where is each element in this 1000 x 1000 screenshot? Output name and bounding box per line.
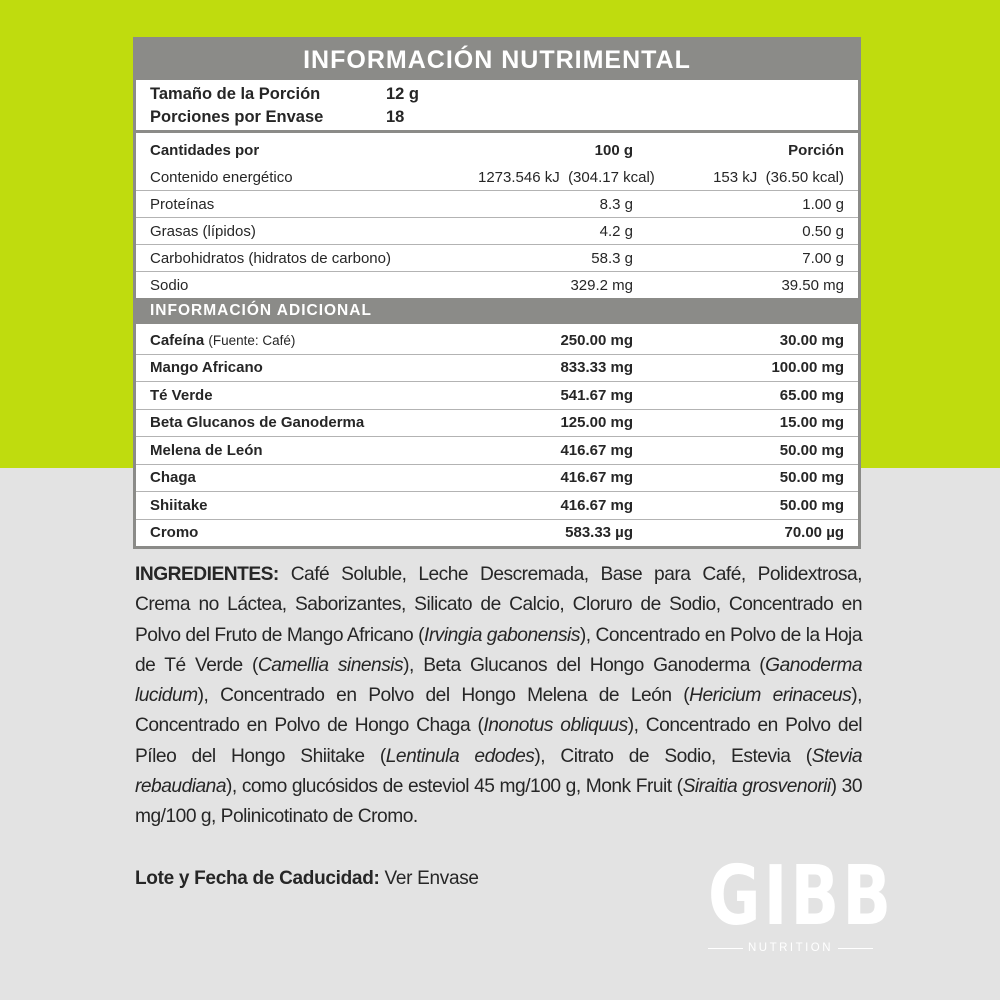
additional-per100: 541.67 mg bbox=[464, 382, 647, 410]
scientific-name: Inonotus obliquus bbox=[483, 715, 628, 737]
nutrient-per100: 1273.546 kJ (304.17 kcal) bbox=[478, 168, 655, 186]
ingredient-run: ), Citrato de Sodio, Estevia ( bbox=[534, 745, 812, 767]
additional-per100: 583.33 µg bbox=[464, 519, 647, 546]
lot-expiry-line bbox=[135, 868, 479, 890]
caffeine-source-note: (Fuente: Café) bbox=[208, 332, 296, 348]
header-name: Cantidades por bbox=[150, 141, 260, 159]
scientific-name: Stevia rebaudiana bbox=[135, 745, 862, 798]
logo-word: GIBB bbox=[708, 849, 895, 944]
servings-value: 18 bbox=[386, 108, 405, 126]
ingredients-text bbox=[135, 564, 862, 827]
additional-name: Té Verde bbox=[136, 382, 464, 410]
table-row bbox=[136, 245, 858, 272]
additional-per100: 416.67 mg bbox=[464, 464, 647, 492]
label-title: INFORMACIÓN NUTRIMENTAL bbox=[136, 40, 858, 80]
nutrient-portion: 39.50 mg bbox=[647, 272, 858, 299]
additional-name: Cromo bbox=[136, 519, 464, 546]
nutrient-per100: 4.2 g bbox=[464, 218, 647, 245]
ingredient-run: ), Concentrado en Polvo de la Hoja de Té Verde ( bbox=[135, 624, 862, 676]
nutrient-portion: 0.50 g bbox=[647, 218, 858, 245]
scientific-name: Hericium erinaceus bbox=[689, 685, 852, 707]
ingredient-run: ), Beta Glucanos del Hongo Ganoderma ( bbox=[403, 654, 766, 676]
serving-info bbox=[136, 80, 858, 133]
table-row bbox=[136, 464, 858, 492]
serving-size-value: 12 g bbox=[386, 85, 420, 103]
table-header bbox=[136, 133, 858, 164]
additional-name: Beta Glucanos de Ganoderma bbox=[136, 409, 464, 437]
additional-portion: 100.00 mg bbox=[647, 354, 858, 382]
scientific-name: Ganoderma lucidum bbox=[135, 654, 862, 707]
serving-size-label: Tamaño de la Porción bbox=[150, 85, 321, 103]
table-row bbox=[136, 437, 858, 465]
nutrient-name: Sodio bbox=[136, 272, 464, 299]
scientific-name: Irvingia gabonensis bbox=[424, 624, 580, 646]
serving-size-row bbox=[150, 83, 844, 106]
additional-portion: 70.00 µg bbox=[647, 519, 858, 546]
logo-rule-right bbox=[838, 948, 873, 949]
nutrient-portion: 1.00 g bbox=[647, 191, 858, 218]
additional-name: Chaga bbox=[136, 464, 464, 492]
table-row bbox=[136, 519, 858, 546]
additional-name: Shiitake bbox=[136, 492, 464, 520]
table-row bbox=[136, 324, 858, 354]
ingredient-run: ) 30 mg/100 g, Polinicotinato de Cromo. bbox=[135, 776, 862, 828]
table-row bbox=[136, 164, 858, 191]
additional-portion: 50.00 mg bbox=[647, 437, 858, 465]
table-row bbox=[136, 218, 858, 245]
additional-per100: 833.33 mg bbox=[464, 354, 647, 382]
nutrient-name: Carbohidratos (hidratos de carbono) bbox=[136, 245, 464, 272]
ingredient-run: ), Concentrado en Polvo del Hongo Melena de León ( bbox=[197, 685, 690, 707]
lot-label: Lote y Fecha de Caducidad: bbox=[135, 868, 380, 889]
additional-per100: 416.67 mg bbox=[464, 492, 647, 520]
additional-portion: 65.00 mg bbox=[647, 382, 858, 410]
header-portion: Porción bbox=[788, 141, 844, 159]
nutrient-table bbox=[136, 133, 858, 298]
servings-row bbox=[150, 106, 844, 129]
table-row bbox=[136, 354, 858, 382]
ingredient-run: ), Concentrado en Polvo de Hongo Chaga ( bbox=[135, 685, 862, 737]
table-row bbox=[136, 191, 858, 218]
logo-sub-text: NUTRITION bbox=[747, 942, 834, 954]
header-per100: 100 g bbox=[594, 141, 633, 159]
additional-per100: 125.00 mg bbox=[464, 409, 647, 437]
servings-label: Porciones por Envase bbox=[150, 108, 324, 126]
nutrient-name: Proteínas bbox=[136, 191, 464, 218]
brand-logo bbox=[708, 849, 895, 966]
logo-rule-left bbox=[708, 948, 743, 949]
nutrient-name: Contenido energético bbox=[150, 168, 293, 186]
scientific-name: Camellia sinensis bbox=[257, 654, 404, 676]
nutrient-name: Grasas (lípidos) bbox=[136, 218, 464, 245]
additional-portion: 50.00 mg bbox=[647, 464, 858, 492]
additional-table bbox=[136, 324, 858, 546]
additional-per100: 250.00 mg bbox=[560, 331, 633, 349]
logo-subtitle bbox=[708, 942, 873, 954]
nutrient-portion: 153 kJ (36.50 kcal) bbox=[713, 168, 844, 186]
table-row bbox=[136, 492, 858, 520]
additional-portion: 15.00 mg bbox=[647, 409, 858, 437]
nutrient-per100: 8.3 g bbox=[464, 191, 647, 218]
ingredients-heading: INGREDIENTES: bbox=[135, 564, 279, 585]
additional-name bbox=[136, 324, 464, 354]
table-row bbox=[136, 382, 858, 410]
nutrition-label bbox=[133, 37, 861, 549]
table-row bbox=[136, 409, 858, 437]
additional-per100: 416.67 mg bbox=[464, 437, 647, 465]
additional-name: Mango Africano bbox=[136, 354, 464, 382]
ingredient-run: ), como glucósidos de esteviol 45 mg/100 g, Monk Fruit ( bbox=[226, 776, 683, 798]
table-row bbox=[136, 272, 858, 299]
additional-info-title: INFORMACIÓN ADICIONAL bbox=[136, 298, 858, 324]
scientific-name: Lentinula edodes bbox=[385, 745, 535, 767]
additional-name-text: Cafeína bbox=[150, 331, 205, 349]
lot-value: Ver Envase bbox=[379, 868, 479, 889]
scientific-name: Siraitia grosvenorii bbox=[682, 776, 831, 798]
nutrient-per100: 58.3 g bbox=[464, 245, 647, 272]
additional-name: Melena de León bbox=[136, 437, 464, 465]
additional-portion: 30.00 mg bbox=[779, 331, 844, 349]
nutrient-per100: 329.2 mg bbox=[464, 272, 647, 299]
ingredients-paragraph bbox=[135, 560, 862, 833]
additional-portion: 50.00 mg bbox=[647, 492, 858, 520]
ingredient-run: ), Concentrado en Polvo del Píleo del Hongo Shiitake ( bbox=[135, 715, 863, 767]
nutrient-portion: 7.00 g bbox=[647, 245, 858, 272]
ingredient-run: Café Soluble, Leche Descremada, Base para Café, Polidextrosa, Crema no Láctea, Saborizantes, Silicato de Calcio, Cloruro de Sodio, Concentrado en Polvo del Fruto de Mango Africano ( bbox=[135, 564, 862, 646]
